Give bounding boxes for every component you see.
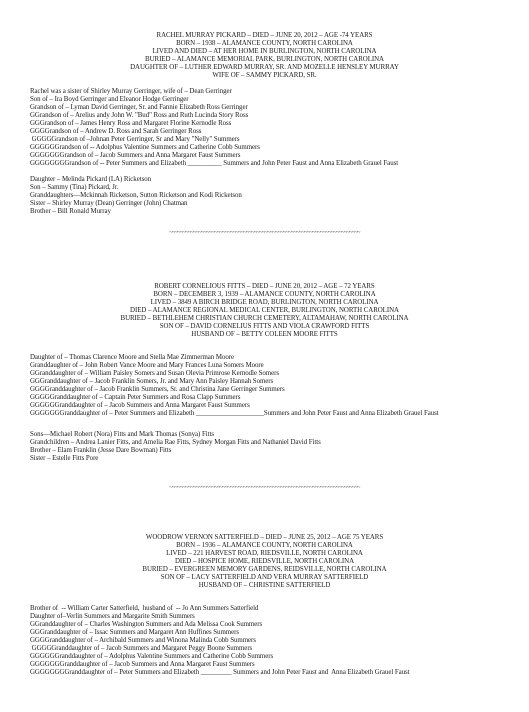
obituary-2-header-line-3: LIVED – 3849 A BIRCH BRIDGE ROAD, BURLINGTON, NORTH CAROLINA — [150, 299, 379, 306]
obituary-3-header-line-1: WOODROW VERNON SATTERFIELD – DIED – JUNE 25, 2012 – AGE 75 YEARS — [145, 534, 384, 541]
obituary-3-lineage-line: GGranddaughter of – Charles Washington Summers and Ada Melissa Cook Summers — [30, 621, 263, 628]
obituary-3-header-line-4: DIED – HOSPICE HOME, RIEDSVILLE, NORTH CAROLINA — [174, 558, 355, 565]
obituary-1-relative-line: Brother – Bill Ronald Murray — [30, 208, 111, 215]
obituary-3-lineage-line: GGGGGGranddaughter of – Adolphus Valentine Summers and Catherine Cobb Summers — [30, 653, 274, 660]
obituary-1-lineage-line: Son of – Ira Boyd Gerringer and Eleanor Hodge Gerringer — [30, 96, 189, 103]
obituary-3-header-line-6: SON OF – LACY SATTERFIELD AND VERA MURRAY SATTERFIELD — [160, 574, 369, 581]
obituary-3-lineage-line: GGGGGGGGranddaughter of – Peter Summers and Elizabeth _________ Summers and John Peter Faust and Anna Elizabeth Grauel Faust — [30, 669, 410, 676]
obituary-3-header-line-2: BORN – 1936 – ALAMANCE COUNTY, NORTH CAROLINA — [176, 542, 353, 549]
obituary-2-relative-line: Sons—Michael Robert (Nora) Fitts and Mark Thomas (Sonya) Fitts — [30, 431, 214, 438]
obituary-2-header-line-1: ROBERT CORNELIOUS FITTS – DIED – JUNE 20, 2012 – AGE – 72 YEARS — [154, 283, 375, 290]
section-divider: ~~~~~~~~~~~~~~~~~~~~~~~~~~~~~~~~~~~~~~~~~~~~~~~~~~~~~~~~~~~~~~~~~~~~~~~~ — [169, 485, 360, 491]
obituary-2-lineage-line: GGGGGGGranddaughter of – Peter Summers and Elizabeth ____________________Summers and John Peter Faust and Anna Elizabeth Grauel Faust — [30, 410, 439, 417]
obituary-1-lineage-line: GGGGGGrandson of -- Adolphus Valentine Summers and Catherine Cobb Summers — [30, 144, 260, 151]
obituary-3-lineage-line: Brother of -- William Carter Satterfield, husband of -- Jo Ann Summers Satterfield — [30, 605, 259, 612]
obituary-3-header-line-5: BURIED – EVERGREEN MEMORY GARDENS, REIDSVILLE, NORTH CAROLINA — [142, 566, 387, 573]
obituary-2-lineage-line: GGGranddaughter of – Jacob Franklin Somers, Jr. and Mary Ann Paisley Hannah Somers — [30, 378, 274, 385]
section-divider: ~~~~~~~~~~~~~~~~~~~~~~~~~~~~~~~~~~~~~~~~~~~~~~~~~~~~~~~~~~~~~~~~~~~~~~~~ — [169, 230, 360, 236]
obituary-2-lineage-line: GGGGGGranddaughter of – Jacob Summers and Anna Margaret Faust Summers — [30, 402, 250, 409]
obituary-2-header-line-2: BORN – DECEMBER 3, 1939 – ALAMANCE COUNTY, NORTH CAROLINA — [153, 291, 376, 298]
obituary-1-lineage-line: GGrandson of – Arelius andy John W. "Bud" Ross and Ruth Lucinda Story Ross — [30, 112, 249, 119]
obituary-3-lineage-line: Daughter of–Verlin Summers and Margarite Smith Summers — [30, 613, 195, 620]
obituary-3-lineage-line: GGGranddaughter of – Issac Summers and Margaret Ann Huffines Summers — [30, 629, 239, 636]
obituary-2-lineage-line: Granddaughter of – John Robert Vance Moore and Mary Frances Luna Somers Moore — [30, 362, 264, 369]
obituary-3-lineage-line: GGGGGranddaughter of – Jacob Summers and Margaret Peggy Boone Summers — [30, 645, 253, 652]
obituary-1-header-line-3: LIVED AND DIED – AT HER HOME IN BURLINGTON, NORTH CAROLINA — [152, 48, 377, 55]
obituary-1-lineage-line: Grandson of – Lyman David Gerringer, Sr. and Fannie Elizabeth Ross Gerringer — [30, 104, 248, 111]
obituary-1-header-line-6: WIFE OF – SAMMY PICKARD, SR. — [212, 72, 317, 79]
obituary-2-header-line-4: DIED – ALAMANCE REGIONAL MEDICAL CENTER, BURLINGTON, NORTH CAROLINA — [130, 307, 399, 314]
obituary-3-lineage-line: GGGGGGGranddaughter of – Jacob Summers and Anna Margaret Faust Summers — [30, 661, 255, 668]
obituary-2-header-line-7: HUSBAND OF – BETTY COLEEN MOORE FITTS — [191, 331, 338, 338]
obituary-1-relative-line: Daughter – Melinda Pickard (LA) Ricketson — [30, 176, 151, 183]
obituary-1-header-line-5: DAUGHTER OF – LUTHER EDWARD MURRAY, SR. AND MOZELLE HENSLEY MURRAY — [130, 64, 399, 71]
obituary-2-lineage-line: Daughter of – Thomas Clarence Moore and Stella Mae Zimmerman Moore — [30, 354, 234, 361]
obituary-1-lineage-line: Rachel was a sister of Shirley Murray Gerringer, wife of – Dean Gerringer — [30, 88, 232, 95]
obituary-2-relative-line: Sister – Estelle Fitts Pore — [30, 455, 99, 462]
obituary-2-lineage-line: GGGGGranddaughter of – Captain Peter Summers and Rosa Clapp Summers — [30, 394, 241, 401]
obituary-1-header-line-2: BORN – 1938 – ALAMANCE COUNTY, NORTH CAROLINA — [176, 40, 353, 47]
obituary-1-lineage-line: GGGGGGGGrandson of -- Peter Summers and Elizabeth __________ Summers and John Peter Faust and Anna Elizabeth Grauel Faust — [30, 160, 399, 167]
obituary-2-header-line-5: BURIED – BETHLEHEM CHRISTIAN CHURCH CEMETERY, ALTAMAHAW, NORTH CAROLINA — [120, 315, 409, 322]
obituary-2-lineage-line: GGGGranddaughter of – Jacob Franklin Summers, Sr. and Christina Jane Gerringer Summers — [30, 386, 285, 393]
obituary-1-lineage-line: GGGrandson of – James Henry Ross and Margaret Florine Kernodle Ross — [30, 120, 232, 127]
obituary-1-header-line-1: RACHEL MURRAY PICKARD – DIED – JUNE 20, 2012 – AGE -74 YEARS — [156, 32, 373, 39]
obituary-1-header-line-4: BURIED – ALAMANCE MEMORIAL PARK, BURLINGTON, NORTH CAROLINA — [145, 56, 384, 63]
obituary-1-relative-line: Son – Sammy (Tina) Pickard, Jr. — [30, 184, 119, 191]
obituary-3-header-line-7: HUSBAND OF – CHRISTINE SATTERFIELD — [198, 582, 331, 589]
obituary-2-lineage-line: GGranddaughter of – William Paisley Somers and Susan Olevia Primrose Kernodle Somers — [30, 370, 279, 377]
obituary-2-header-line-6: SON OF – DAVID CORNELIUS FITTS AND VIOLA CRAWFORD FITTS — [159, 323, 370, 330]
obituary-3-header-line-3: LIVED – 221 HARVEST ROAD, RIEDSVILLE, NORTH CAROLINA — [166, 550, 363, 557]
obituary-2-relative-line: Brother – Elam Franklin (Jesse Dare Bowman) Fitts — [30, 447, 172, 454]
obituary-3-lineage-line: GGGGranddaughter of – Archibald Summers and Winona Malinda Cobb Summers — [30, 637, 256, 644]
obituary-1-relative-line: Sister – Shirley Murray (Dean) Gerringer (John) Chatman — [30, 200, 188, 207]
obituary-1-lineage-line: GGGGGrandson of –Johnan Peter Gerringer, Sr and Mary "Nelly" Summers — [30, 136, 240, 143]
obituary-2-relative-line: Grandchildren – Andrea Lanier Fitts, and Amelia Rae Fitts, Sydney Morgan Fitts and Nathaniel David Fitts — [30, 439, 321, 446]
obituary-1-relative-line: Granddaughters—Mckinnah Ricketson, Sutton Ricketson and Kodi Ricketson — [30, 192, 242, 199]
obituary-1-lineage-line: GGGGrandson of – Andrew D. Ross and Sarah Gerringer Ross — [30, 128, 202, 135]
obituary-1-lineage-line: GGGGGGGrandson of – Jacob Summers and Anna Margaret Faust Summers — [30, 152, 241, 159]
